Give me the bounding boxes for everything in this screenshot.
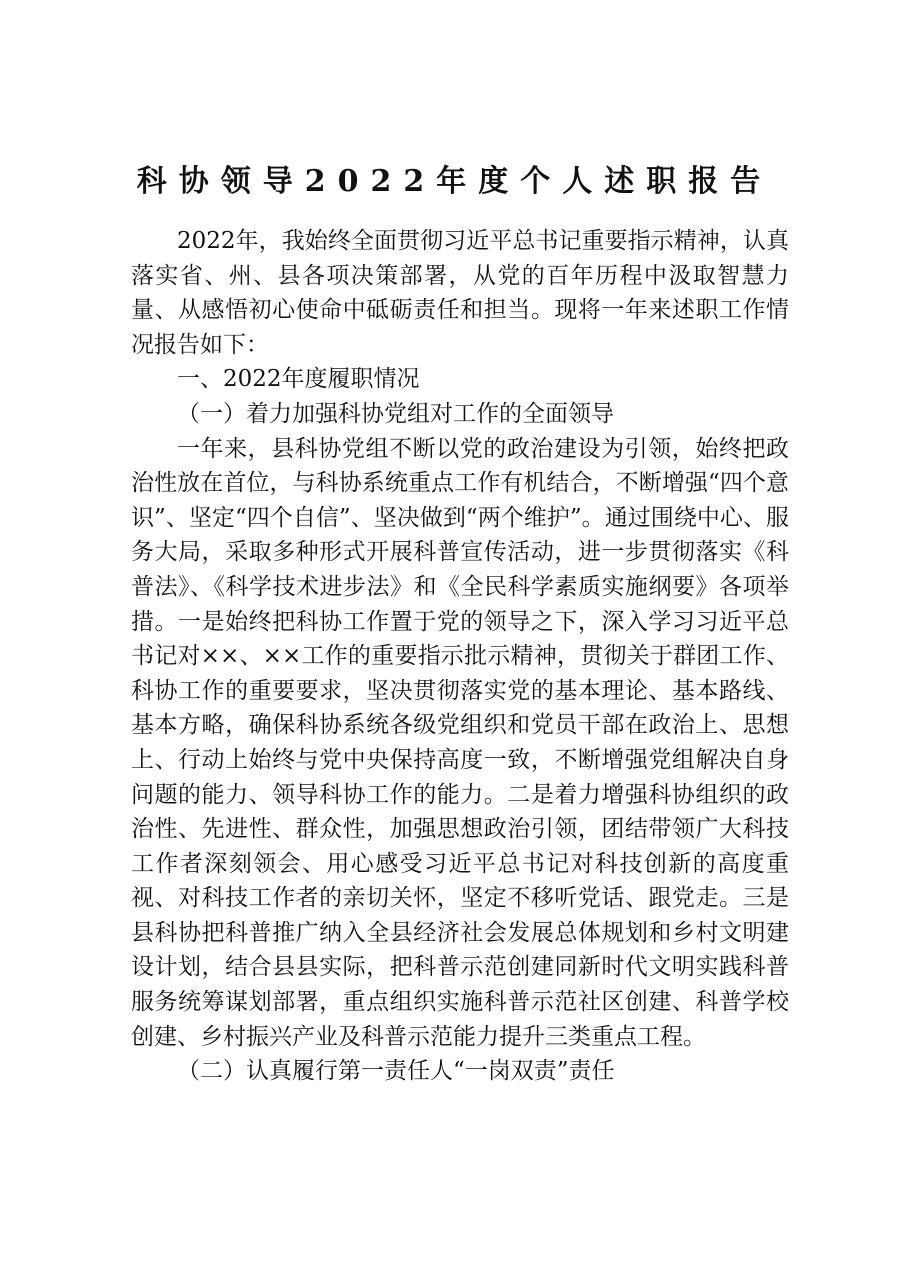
document-title: 科协领导2022年度个人述职报告 (136, 164, 773, 199)
section-heading: 一、2022年度履职情况 (177, 366, 420, 393)
intro-paragraph: 2022年，我始终全面贯彻习近平总书记重要指示精神，认真落实省、州、县各项决策部署，从党的百年历程中汲取智慧力量、从感悟初心使命中砥砺责任和担当。现将一年来述职工作情况报告如下： (131, 228, 789, 358)
document-body (131, 224, 789, 1089)
subsection-heading: （一）着力加强科协党组对工作的全面领导 (177, 400, 614, 427)
subsection-heading-2: （二）认真履行第一责任人“一岗双责”责任 (177, 1058, 615, 1085)
body-paragraph: 一年来，县科协党组不断以党的政治建设为引领，始终把政治性放在首位，与科协系统重点工作有机结合，不断增强“四个意识”、坚定“四个自信”、坚决做到“两个维护”。通过围绕中心、服务大局，采取多种形式开展科普宣传活动，进一步贯彻落实《科普法》、《科学技术进步法》和《全民科学素质实施纲要》各项举措。一是始终把科协工作置于党的领导之下，深入学习习近平总书记对××、××工作的重要指示批示精神，贯彻关于群团工作、科协工作的重要要求，坚决贯彻落实党的基本理论、基本路线、基本方略，确保科协系统各级党组织和党员干部在政治上、思想上、行动上始终与党中央保持高度一致，不断增强党组解决自身问题的能力、领导科协工作的能力。二是着力增强科协组织的政治性、先进性、群众性，加强思想政治引领，团结带领广大科技工作者深刻领会、用心感受习近平总书记对科技创新的高度重视、对科技工作者的亲切关怀，坚定不移听党话、跟党走。三是县科协把科普推广纳入全县经济社会发展总体规划和乡村文明建设计划，结合县县实际，把科普示范创建同新时代文明实践科普服务统筹谋划部署，重点组织实施科普示范社区创建、科普学校创建、乡村振兴产业及科普示范能力提升三类重点工程。 (131, 435, 789, 1050)
